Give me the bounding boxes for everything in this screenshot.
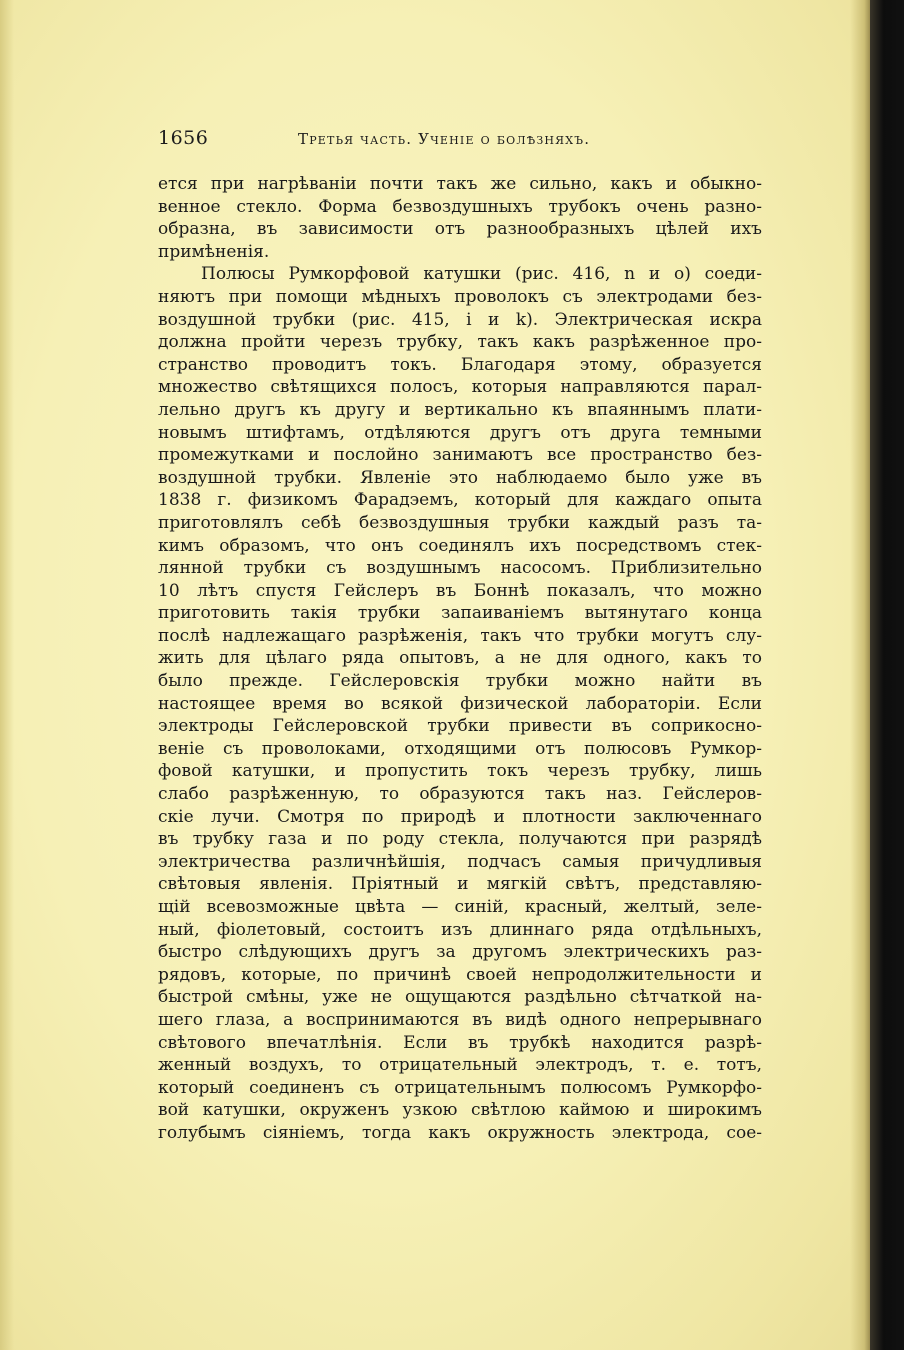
- text-line: фовой катушки, и пропустить токъ черезъ трубку, лишь: [158, 761, 762, 782]
- text-line: венное стекло. Форма безвоздушныхъ трубокъ очень разно-: [158, 196, 762, 217]
- text-line: въ трубку газа и по роду стекла, получаются при разрядѣ: [158, 829, 762, 850]
- text-line: быстрой смѣны, уже не ощущаются раздѣльно сѣтчаткой на-: [158, 987, 762, 1008]
- text-line: воздушной трубки (рис. 415, i и k). Электрическая искра: [158, 309, 762, 330]
- page-header: [158, 127, 768, 153]
- text-line: веніе съ проволоками, отходящими отъ полюсовъ Румкор-: [158, 738, 762, 759]
- text-line: шего глаза, а воспринимаются въ видѣ одного непрерывнаго: [158, 1009, 762, 1030]
- text-line: женный воздухъ, то отрицательный электродъ, т. е. тотъ,: [158, 1055, 762, 1076]
- text-line: ется при нагрѣваніи почти такъ же сильно, какъ и обыкно-: [158, 174, 762, 194]
- text-line: примѣненія.: [158, 241, 270, 262]
- text-line: электроды Гейслеровской трубки привести въ соприкосно-: [158, 716, 762, 737]
- text-line: множество свѣтящихся полосъ, которыя направляются парал-: [158, 377, 762, 398]
- text-line: настоящее время во всякой физической лабораторіи. Если: [158, 693, 762, 714]
- text-line: свѣтовыя явленія. Пріятный и мягкій свѣтъ, представляю-: [158, 874, 762, 895]
- text-line: было прежде. Гейслеровскія трубки можно найти въ: [158, 671, 762, 692]
- text-line: воздушной трубки. Явленіе это наблюдаемо было уже въ: [158, 467, 762, 488]
- text-line: электричества различнѣйшія, подчасъ самыя причудливыя: [158, 851, 762, 872]
- text-line: приготовить такія трубки запаиваніемъ вытянутаго конца: [158, 603, 762, 624]
- running-title: Третья часть. Ученіе о болѣзняхъ.: [298, 130, 591, 148]
- text-line: жить для цѣлаго ряда опытовъ, а не для одного, какъ то: [158, 648, 762, 669]
- text-line: щій всевозможные цвѣта — синій, красный, желтый, зеле-: [158, 897, 762, 917]
- text-line: лельно другъ къ другу и вертикально къ впаяннымъ плати-: [158, 399, 762, 420]
- body-text: [158, 173, 762, 1145]
- text-line: вой катушки, окруженъ узкою свѣтлою каймою и широкимъ: [158, 1100, 762, 1121]
- text-line: 10 лѣтъ спустя Гейслеръ въ Боннѣ показалъ, что можно: [158, 580, 762, 601]
- scan-dark-edge: [870, 0, 904, 1350]
- text-line: должна пройти черезъ трубку, такъ какъ разрѣженное про-: [158, 332, 762, 353]
- text-line: голубымъ сіяніемъ, тогда какъ окружность электрода, сое-: [158, 1122, 762, 1143]
- text-line: кимъ образомъ, что онъ соединялъ ихъ посредствомъ стек-: [158, 535, 762, 556]
- text-line: няютъ при помощи мѣдныхъ проволокъ съ электродами без-: [158, 286, 762, 307]
- text-line: приготовлялъ себѣ безвоздушныя трубки каждый разъ та-: [158, 512, 762, 533]
- text-line: ный, фіолетовый, состоитъ изъ длиннаго ряда отдѣльныхъ,: [158, 919, 762, 940]
- text-line: который соединенъ съ отрицательнымъ полюсомъ Румкорфо-: [158, 1077, 762, 1098]
- text-line: новымъ штифтамъ, отдѣляются другъ отъ друга темными: [158, 422, 762, 443]
- text-line: странство проводитъ токъ. Благодаря этому, образуется: [158, 354, 762, 375]
- text-line: послѣ надлежащаго разрѣженія, такъ что трубки могутъ слу-: [158, 625, 762, 646]
- text-line: скіе лучи. Смотря по природѣ и плотности заключеннаго: [158, 806, 762, 827]
- text-line: промежутками и послойно занимаютъ все пространство без-: [158, 445, 762, 466]
- text-line: свѣтового впечатлѣнія. Если въ трубкѣ находится разрѣ-: [158, 1032, 762, 1053]
- text-line: рядовъ, которые, по причинѣ своей непродолжительности и: [158, 964, 762, 985]
- text-line: Полюсы Румкорфовой катушки (рис. 416, n и o) соеди-: [201, 264, 762, 285]
- text-line: лянной трубки съ воздушнымъ насосомъ. Приблизительно: [158, 558, 762, 579]
- text-line: слабо разрѣженную, то образуются такъ наз. Гейслеров-: [158, 784, 762, 805]
- page-number: 1656: [158, 127, 209, 149]
- text-line: быстро слѣдующихъ другъ за другомъ электрическихъ раз-: [158, 942, 762, 963]
- text-line: образна, въ зависимости отъ разнообразныхъ цѣлей ихъ: [158, 219, 762, 240]
- text-line: 1838 г. физикомъ Фарадэемъ, который для каждаго опыта: [158, 490, 762, 511]
